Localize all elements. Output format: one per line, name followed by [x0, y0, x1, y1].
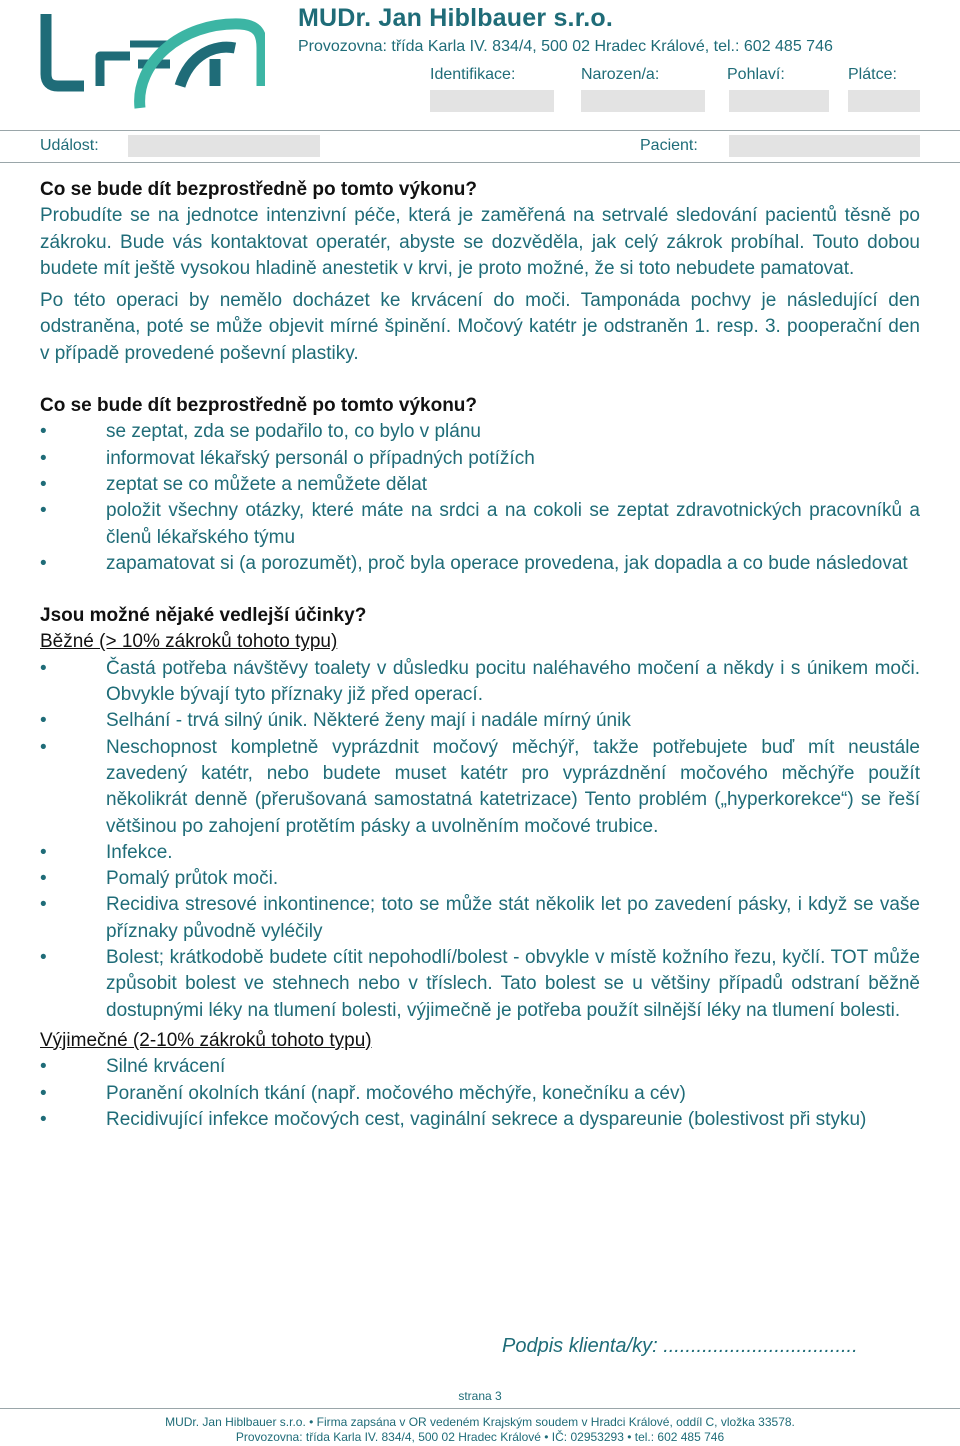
- rare-label: Výjimečné (2-10% zákroků tohoto typu): [40, 1029, 372, 1051]
- identification-field[interactable]: [430, 90, 554, 112]
- list-item: • Pomalý průtok moči.: [40, 866, 920, 892]
- common-label: Běžné (> 10% zákroků tohoto typu): [40, 631, 338, 653]
- footer-line-2: Provozovna: třída Karla IV. 834/4, 500 02 Hradec Králové • IČ: 02953293 • tel.: 602 485 746: [235, 1430, 725, 1444]
- list-item: • Recidivující infekce močových cest, vaginální sekrece a dyspareunie (bolestivost při styku): [40, 1107, 920, 1133]
- patient-label: Pacient:: [640, 137, 698, 154]
- event-label: Událost:: [40, 137, 99, 154]
- list-item: • Bolest; krátkodobě budete cítit nepohodlí/bolest - obvykle v místě kožního řezu, kyčlí. TOT může způsobit bolest ve stehnech nebo v tříslech. Tato bolest se u většiny případů odstraní běžně dostupnými léky na tlumení bolesti, výjimečně je potřeba použít silnější léky na tlumení bolesti.: [40, 945, 920, 1024]
- header-divider-bottom: [0, 162, 960, 163]
- page-number: strana 3: [458, 1389, 502, 1403]
- company-name: MUDr. Jan Hiblbauer s.r.o.: [298, 4, 614, 32]
- section-heading-side-effects: Jsou možné nějaké vedlejší účinky?: [40, 605, 367, 627]
- field-label-sex: Pohlaví:: [727, 66, 785, 83]
- sex-field[interactable]: [729, 90, 829, 112]
- list-item: • zeptat se co můžete a nemůžete dělat: [40, 472, 920, 498]
- list-item: • informovat lékařský personál o případných potížích: [40, 446, 920, 472]
- checklist: [40, 419, 920, 577]
- field-label-payer: Plátce:: [848, 66, 897, 83]
- client-signature-line: Podpis klienta/ky: ...................................: [502, 1335, 858, 1357]
- paragraph-wakeup: Probudíte se na jednotce intenzivní péče, která je zaměřená na setrvalé sledování pacientů těsně po zákroku. Bude vás kontaktovat operatér, abyste se dozvěděla, jak celý zákrok probíhal. Touto dobou budete mít ještě vysokou hladině anestetik v krvi, je proto možné, že si toto nebudete pamatovat.: [40, 205, 920, 279]
- content: [40, 177, 920, 1133]
- list-item: • Silné krvácení: [40, 1054, 920, 1080]
- list-item: • zapamatovat si (a porozumět), proč byla operace provedena, jak dopadla a co bude následovat: [40, 551, 920, 577]
- payer-field[interactable]: [848, 90, 920, 112]
- header-divider: [0, 130, 960, 131]
- field-label-birthdate: Narozen/a:: [581, 66, 660, 83]
- list-item: • Neschopnost kompletně vyprázdnit močový měchýř, takže potřebujete buď mít neustále zavedený katétr, nebo budete muset katétr pro vyprázdnění močového měchýře použít několikrát denně (přerušovaná samostatná katetrizace) Tento problém („hyperkorekce“) se řeší většinou po zahojení protětím pásky a uvolněním močové trubice.: [40, 735, 920, 840]
- list-item: • Selhání - trvá silný únik. Některé ženy mají i nadále mírný únik: [40, 708, 920, 734]
- list-item: • Infekce.: [40, 840, 920, 866]
- list-item: • Recidiva stresové inkontinence; toto se může stát několik let po zavedení pásky, i když se vaše příznaky původně vyléčily: [40, 892, 920, 945]
- list-item: • položit všechny otázky, které máte na srdci a na cokoli se zeptat zdravotnických pracovníků a členů lékařského týmu: [40, 498, 920, 551]
- patient-field[interactable]: [729, 135, 920, 157]
- section-heading-after-procedure-2: Co se bude dít bezprostředně po tomto výkonu?: [40, 395, 478, 417]
- rare-effects-list: [40, 1054, 920, 1133]
- birthdate-field[interactable]: [581, 90, 705, 112]
- footer-divider: [0, 1408, 960, 1409]
- footer-line-1: MUDr. Jan Hiblbauer s.r.o. • Firma zapsána v OR vedeném Krajským soudem v Hradci Králové, oddíl C, vložka 33578.: [165, 1415, 795, 1429]
- section-heading-after-procedure: Co se bude dít bezprostředně po tomto výkonu?: [40, 179, 478, 200]
- common-effects-list: [40, 656, 920, 1024]
- list-item: • Častá potřeba návštěvy toalety v důsledku pocitu naléhavého močení a někdy i s únikem moči. Obvykle bývají tyto příznaky již před operací.: [40, 656, 920, 709]
- field-label-identification: Identifikace:: [430, 66, 516, 83]
- paragraph-bleeding: Po této operaci by nemělo docházet ke krvácení do moči. Tamponáda pochvy je následující den odstraněna, poté se může objevit mírné špinění. Močový katétr je odstraněn 1. resp. 3. pooperační den v případě provedené poševní plastiky.: [40, 290, 920, 364]
- uran-logo: [40, 4, 265, 114]
- list-item: • se zeptat, zda se podařilo to, co bylo v plánu: [40, 419, 920, 445]
- company-address: Provozovna: třída Karla IV. 834/4, 500 02 Hradec Králové, tel.: 602 485 746: [298, 38, 833, 55]
- event-field[interactable]: [128, 135, 320, 157]
- list-item: • Poranění okolních tkání (např. močového měchýře, konečníku a cév): [40, 1081, 920, 1107]
